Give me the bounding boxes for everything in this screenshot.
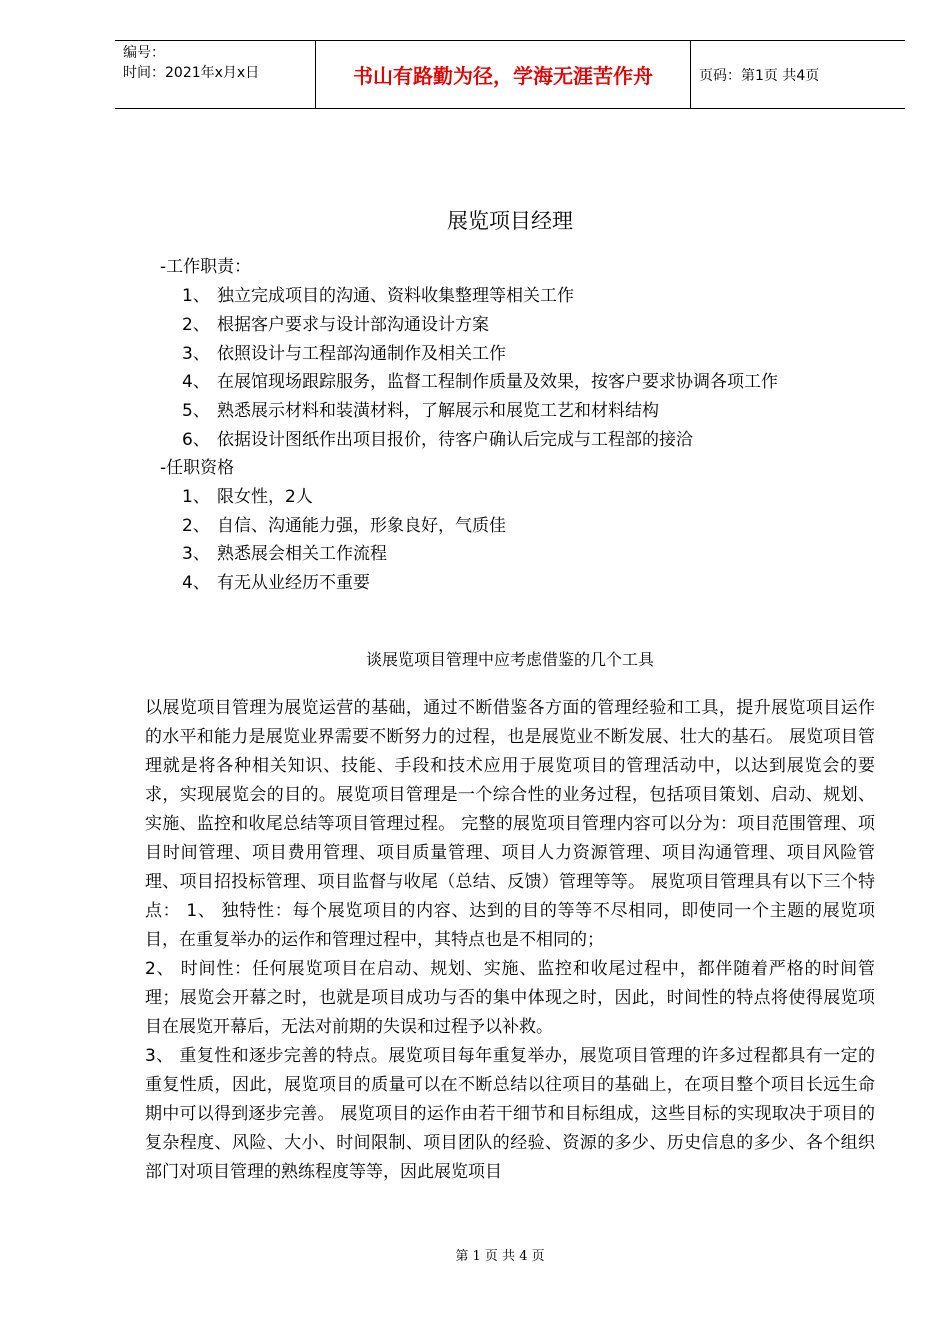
article-title: 谈展览项目管理中应考虑借鉴的几个工具 <box>365 650 654 669</box>
time-label: 时间：2021年x月x日 <box>123 65 260 81</box>
article-body <box>145 694 875 1187</box>
duty-item: 3、 依照设计与工程部沟通制作及相关工作 <box>182 344 506 364</box>
duty-item: 2、 根据客户要求与设计部沟通设计方案 <box>182 315 489 335</box>
page-title: 展览项目经理 <box>447 209 573 233</box>
qualification-item: 2、 自信、沟通能力强，形象良好，气质佳 <box>182 516 506 536</box>
article-paragraph: 以展览项目管理为展览运营的基础，通过不断借鉴各方面的管理经验和工具，提升展览项目运作的水平和能力是展览业界需要不断努力的过程，也是展览业不断发展、壮大的基石。 展览项目管理就是将各种相关知识、技能、手段和技术应用于展览项目的管理活动中，以达到展览会的要求，实现展览会的目的。展览项目管理是一个综合性的业务过程，包括项目策划、启动、规划、实施、监控和收尾总结等项目管理过程。 完整的展览项目管理内容可以分为：项目范围管理、项目时间管理、项目费用管理、项目质量管理、项目人力资源管理、项目沟通管理、项目风险管理、项目招投标管理、项目监督与收尾（总结、反馈）管理等等。 展览项目管理具有以下三个特点： 1、 独特性：每个展览项目的内容、达到的目的等等不尽相同，即使同一个主题的展览项目，在重复举办的运作和管理过程中，其特点也是不相同的； <box>145 698 875 950</box>
header-meta <box>123 43 259 83</box>
article-paragraph: 3、 重复性和逐步完善的特点。展览项目每年重复举办，展览项目管理的许多过程都具有一定的重复性质，因此，展览项目的质量可以在不断总结以往项目的基础上，在项目整个项目长远生命期中可以得到逐步完善。 展览项目的运作由若干细节和目标组成，这些目标的实现取决于项目的复杂程度、风险、大小、时间限制、项目团队的经验、资源的多少、历史信息的多少、各个组织部门对项目管理的熟练程度等等，因此展览项目 <box>145 1046 875 1182</box>
qualification-item: 3、 熟悉展会相关工作流程 <box>182 544 387 564</box>
duty-item: 5、 熟悉展示材料和装潢材料，了解展示和展览工艺和材料结构 <box>182 401 659 421</box>
number-label: 编号： <box>123 45 165 61</box>
duty-item: 4、 在展馆现场跟踪服务，监督工程制作质量及效果，按客户要求协调各项工作 <box>182 372 778 392</box>
page-header <box>115 40 905 109</box>
duty-item: 6、 依据设计图纸作出项目报价，待客户确认后完成与工程部的接洽 <box>182 430 693 450</box>
motto: 书山有路勤为径，学海无涯苦作舟 <box>315 41 691 108</box>
qualification-item: 1、 限女性，2人 <box>182 487 313 507</box>
duty-item: 1、 独立完成项目的沟通、资料收集整理等相关工作 <box>182 286 574 306</box>
page-footer: 第 1 页 共 4 页 <box>455 1249 545 1264</box>
duties-heading: -工作职责： <box>160 257 252 277</box>
qualifications-heading: -任职资格 <box>160 458 235 478</box>
qualification-item: 4、 有无从业经历不重要 <box>182 573 370 593</box>
article-paragraph: 2、 时间性：任何展览项目在启动、规划、实施、监控和收尾过程中，都伴随着严格的时间管理；展览会开幕之时，也就是项目成功与否的集中体现之时，因此，时间性的特点将使得展览项目在展览开幕后，无法对前期的失误和过程予以补救。 <box>145 959 875 1037</box>
page-label: 页码：第1页 共4页 <box>699 67 820 84</box>
